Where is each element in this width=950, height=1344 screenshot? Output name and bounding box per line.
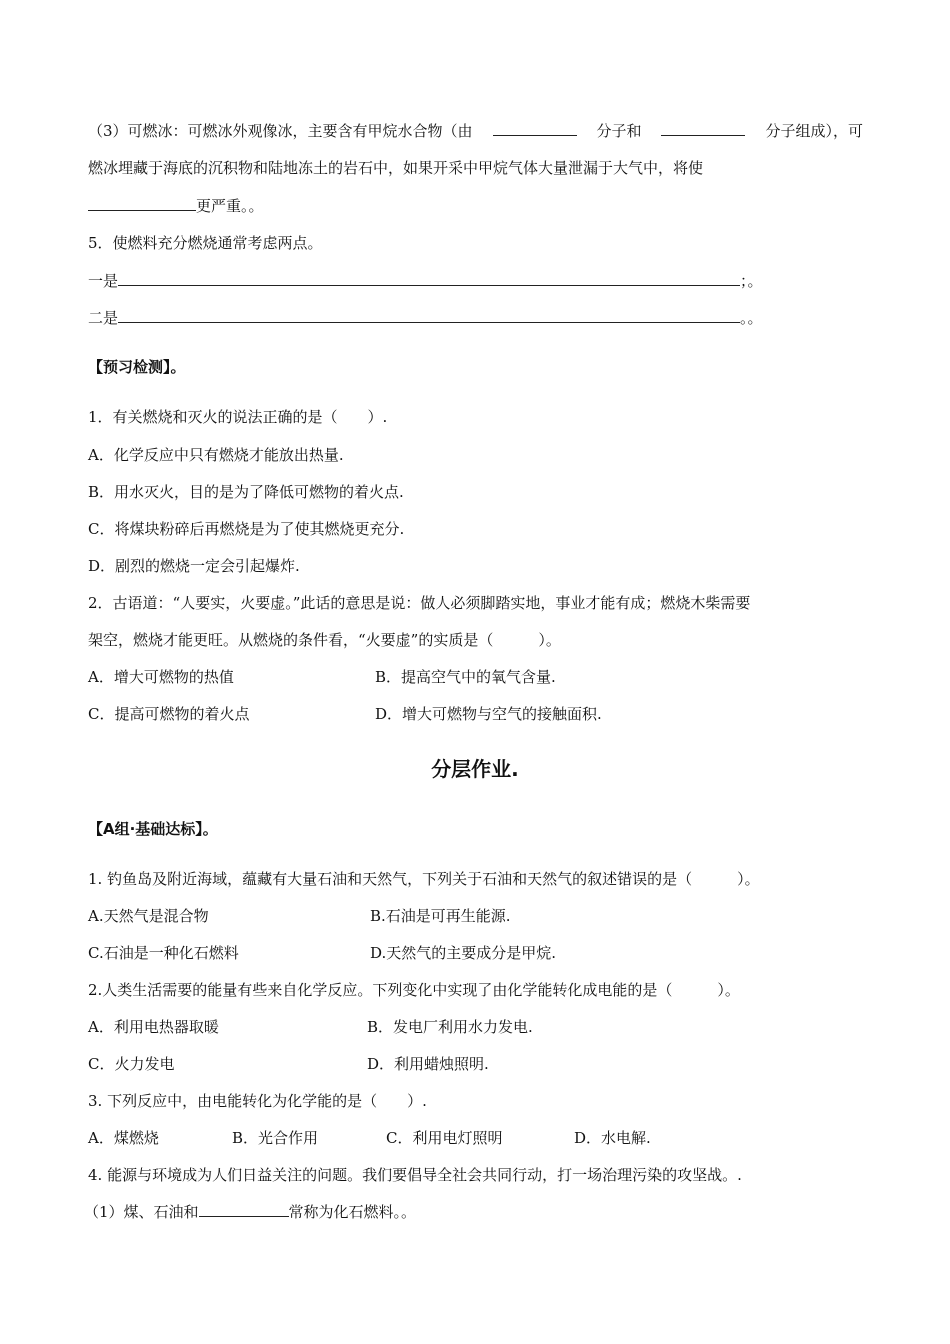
group-a-q2-option-b: B．发电厂利用水力发电.: [367, 1018, 533, 1036]
q3-line-3: [88, 196, 264, 216]
q5-title: 5．使燃料充分燃烧通常考虑两点。: [88, 234, 323, 252]
group-a-q3-option-a: A．煤燃烧: [88, 1129, 159, 1147]
q4-sub1-prefix: （1）煤、石油和: [84, 1203, 199, 1221]
q4-sub1-suffix: 常称为化石燃料。。: [288, 1203, 417, 1221]
q5-two-suffix: 。。: [740, 309, 763, 327]
group-a-q2-option-a: A．利用电热器取暖: [88, 1018, 219, 1036]
preview-q2-stem-2: 架空，燃烧才能更旺。从燃烧的条件看，“火要虚”的实质是（ ）。: [88, 631, 561, 649]
preview-heading: 【预习检测】。: [88, 358, 186, 376]
preview-q1-option-c: C．将煤块粉碎后再燃烧是为了使其燃烧更充分.: [88, 520, 405, 538]
preview-q1-option-d: D．剧烈的燃烧一定会引起爆炸.: [88, 557, 300, 575]
group-a-q1-option-a: A.天然气是混合物: [88, 907, 209, 925]
group-a-q3-option-b: B．光合作用: [232, 1129, 319, 1147]
q3-line-1: [88, 121, 863, 141]
preview-q1-stem: 1．有关燃烧和灭火的说法正确的是（ ）.: [88, 408, 388, 426]
preview-q2-stem-1: 2．古语道：“人要实，火要虚。”此话的意思是说：做人必须脚踏实地，事业才能有成；燃烧木柴需要: [88, 594, 751, 612]
blank-field[interactable]: [118, 308, 740, 323]
group-a-q3-stem: 3. 下列反应中，由电能转化为化学能的是（ ）.: [88, 1092, 427, 1110]
preview-q2-option-c: C．提高可燃物的着火点: [88, 705, 250, 723]
preview-q2-option-d: D．增大可燃物与空气的接触面积.: [375, 705, 602, 723]
q5-one-suffix: ；。: [740, 272, 763, 290]
group-a-q1-option-c: C.石油是一种化石燃料: [88, 944, 239, 962]
blank-field[interactable]: [118, 271, 740, 286]
q5-one-prefix: 一是: [88, 272, 119, 290]
blank-field[interactable]: [661, 121, 745, 136]
preview-q2-option-a: A．增大可燃物的热值: [88, 668, 234, 686]
group-a-q4-sub1: [84, 1202, 416, 1222]
q5-answer-one: [88, 271, 763, 291]
blank-field[interactable]: [493, 121, 577, 136]
group-a-q1-option-d: D.天然气的主要成分是甲烷.: [370, 944, 557, 962]
section-title: 分层作业.: [431, 757, 519, 781]
group-a-q2-stem: 2.人类生活需要的能量有些来自化学反应。下列变化中实现了由化学能转化成电能的是（ ）。: [88, 981, 740, 999]
group-a-q3-option-c: C．利用电灯照明: [386, 1129, 503, 1147]
group-a-q2-option-d: D．利用蜡烛照明.: [367, 1055, 489, 1073]
blank-field[interactable]: [88, 196, 196, 211]
q5-answer-two: [88, 308, 763, 328]
q3-text-c: 分子组成），可: [765, 122, 863, 140]
group-a-q1-option-b: B.石油是可再生能源.: [370, 907, 511, 925]
group-a-q3-option-d: D．水电解.: [574, 1129, 651, 1147]
group-a-q4-stem: 4. 能源与环境成为人们日益关注的问题。我们要倡导全社会共同行动，打一场治理污染的攻坚战。.: [88, 1166, 742, 1184]
blank-field[interactable]: [199, 1202, 289, 1217]
q5-two-prefix: 二是: [88, 309, 119, 327]
preview-q2-option-b: B．提高空气中的氧气含量.: [375, 668, 556, 686]
preview-q1-option-b: B．用水灭火，目的是为了降低可燃物的着火点.: [88, 483, 404, 501]
q3-text-a: （3）可燃冰：可燃冰外观像冰，主要含有甲烷水合物（由: [88, 122, 473, 140]
group-a-q1-stem: 1. 钓鱼岛及附近海域，蕴藏有大量石油和天然气，下列关于石油和天然气的叙述错误的是（ ）。: [88, 870, 760, 888]
q3-line-2: 燃冰埋藏于海底的沉积物和陆地冻土的岩石中，如果开采中甲烷气体大量泄漏于大气中，将使: [88, 159, 704, 177]
group-a-heading: 【A组·基础达标】。: [88, 820, 218, 838]
preview-q1-option-a: A．化学反应中只有燃烧才能放出热量.: [88, 446, 344, 464]
q3-text-d: 更严重。。: [196, 197, 264, 215]
group-a-q2-option-c: C．火力发电: [88, 1055, 175, 1073]
q3-text-b: 分子和: [596, 122, 642, 140]
